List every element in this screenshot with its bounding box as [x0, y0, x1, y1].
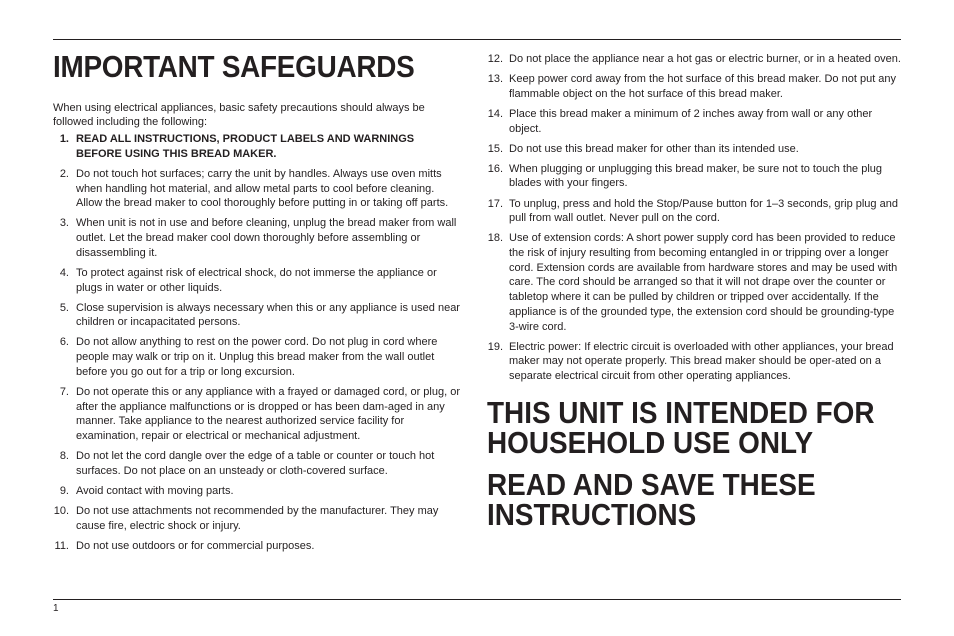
list-item-text: Do not allow anything to rest on the power cord. Do not plug in cord where people may walk or trip on it. Unplug this bread maker from the wall outlet before you go out for a trip or long excursion. — [76, 336, 438, 378]
save-heading-line1: READ AND SAVE THESE — [487, 466, 816, 502]
list-item: 2. Do not touch hot surfaces; carry the unit by handles. Always use oven mitts when handling hot material, and allow metal parts to cool before cleaning. Allow the bread maker to cool thoroughly before putting in or taking off parts. — [59, 167, 449, 210]
list-item-text: Place this bread maker a minimum of 2 inches away from wall or any other object. — [509, 107, 873, 135]
list-item-text: Do not use outdoors or for commercial purposes. — [76, 539, 315, 552]
list-item-text: Close supervision is always necessary when this or any appliance is used near children or incapacitated persons. — [76, 301, 460, 329]
list-item-text: Do not touch hot surfaces; carry the unit by handles. Always use oven mitts when handling hot material, and allow metal parts to cool before cleaning. Allow the bread maker to cool thoroughly before putting in or taking off parts. — [76, 167, 449, 210]
save-heading-line2: INSTRUCTIONS — [487, 496, 697, 532]
left-column — [53, 40, 463, 559]
list-item: 1. READ ALL INSTRUCTIONS, PRODUCT LABELS AND WARNINGS BEFORE USING THIS BREAD MAKER. — [59, 133, 415, 160]
list-item-text: Avoid contact with moving parts. — [76, 484, 234, 497]
list-item-text: READ ALL INSTRUCTIONS, PRODUCT LABELS AND WARNINGS BEFORE USING THIS BREAD MAKER. — [76, 133, 415, 160]
safeguards-list-right — [487, 52, 902, 384]
list-item-text: When plugging or unplugging this bread maker, be sure not to touch the plug blades with your fingers. — [509, 162, 883, 190]
safeguards-list-left — [53, 132, 463, 553]
list-item-text: To protect against risk of electrical shock, do not immerse the appliance or plugs in water or other liquids. — [76, 266, 437, 294]
list-item: 10. Do not use attachments not recommended by the manufacturer. They may cause fire, electric shock or injury. — [53, 504, 439, 532]
intro-paragraph: When using electrical appliances, basic safety precautions should always be followed including the following: — [53, 102, 425, 128]
list-item-text: Do not use attachments not recommended by the manufacturer. They may cause fire, electric shock or injury. — [76, 504, 439, 532]
list-item: 18. Use of extension cords: A short power supply cord has been provided to reduce the risk of injury resulting from becoming entangled in or tripping over a longer cord. Extension cords are available from hardware stores and may be used with care. The cord should be arranged so that it will not drape over the counter or tabletop where it can be pulled by children or tripped over accidentally. If the appliance is of the grounded type, the extension cord should be grounding-type 3-wire cord. — [487, 232, 898, 333]
list-item-text: Keep power cord away from the hot surface of this bread maker. Do not put any flammable object on the hot surface of this bread maker. — [509, 73, 897, 100]
list-item: 9. Avoid contact with moving parts. — [59, 484, 234, 497]
list-item-text: Do not place the appliance near a hot gas or electric burner, or in a heated oven. — [509, 53, 901, 65]
list-item-text: Do not use this bread maker for other than its intended use. — [509, 142, 799, 155]
list-item-text: Use of extension cords: A short power supply cord has been provided to reduce the risk of injury resulting from becoming entangled in or tripping over a longer cord. Extension cords are available from hardware stores and may be used with care. The cord should be arranged so that it will not drape over the counter or tabletop where it can be pulled by children or tripped over accidentally. If the appliance is of the grounded type, the extension cord should be grounding-type 3-wire cord. — [509, 232, 898, 333]
list-item: 7. Do not operate this or any appliance with a frayed or damaged cord, or plug, or after the appliance malfunctions or is dropped or has been dam-aged in any manner. Take appliance to the nearest authorized service facility for examination, repair or electrical or mechanical adjustment. — [59, 385, 461, 442]
list-item: 3. When unit is not in use and before cleaning, unplug the bread maker from wall outlet. Let the bread maker cool down thoroughly before assembling or disassembling it. — [59, 217, 457, 259]
list-item: 5. Close supervision is always necessary when this or any appliance is used near children or incapacitated persons. — [59, 301, 460, 329]
list-item: 17. To unplug, press and hold the Stop/Pause button for 1–3 seconds, grip plug and pull from wall outlet. Never pull on the cord. — [487, 197, 898, 225]
household-heading-line1: THIS UNIT IS INTENDED FOR — [487, 394, 875, 430]
bottom-rule — [53, 599, 901, 600]
right-column — [487, 40, 902, 530]
list-item: 4. To protect against risk of electrical shock, do not immerse the appliance or plugs in water or other liquids. — [59, 266, 437, 294]
list-item: 19. Electric power: If electric circuit is overloaded with other appliances, your bread maker may not operate properly. This bread maker should be oper-ated on a separate electrical circuit from other operating appliances. — [487, 340, 894, 383]
list-item: 11. Do not use outdoors or for commercial purposes. — [54, 539, 315, 552]
list-item: 14. Place this bread maker a minimum of 2 inches away from wall or any other object. — [487, 107, 873, 135]
list-item: 12. Do not place the appliance near a hot gas or electric burner, or in a heated oven. — [487, 53, 901, 65]
list-item-text: Do not let the cord dangle over the edge of a table or counter or touch hot surfaces. Do not place on an unsteady or cloth-covered surface. — [76, 450, 435, 477]
list-item-text: Do not operate this or any appliance with a frayed or damaged cord, or plug, or after the appliance malfunctions or is dropped or has been dam-aged in any manner. Take appliance to the nearest authorized service facility for examination, repair or electrical or mechanical adjustment. — [76, 385, 461, 442]
list-item: 16. When plugging or unplugging this bread maker, be sure not to touch the plug blades with your fingers. — [487, 162, 883, 190]
household-use-heading — [487, 394, 875, 460]
list-item-text: To unplug, press and hold the Stop/Pause button for 1–3 seconds, grip plug and pull from wall outlet. Never pull on the cord. — [509, 197, 898, 225]
list-item: 8. Do not let the cord dangle over the edge of a table or counter or touch hot surfaces. Do not place on an unsteady or cloth-covered surface. — [59, 450, 435, 477]
page-title: IMPORTANT SAFEGUARDS — [53, 49, 415, 84]
list-item-text: Electric power: If electric circuit is overloaded with other appliances, your bread maker may not operate properly. This bread maker should be oper-ated on a separate electrical circuit from other operating appliances. — [509, 340, 894, 383]
save-instructions-heading — [487, 466, 861, 532]
household-heading-line2: HOUSEHOLD USE ONLY — [487, 424, 814, 460]
list-item-text: When unit is not in use and before cleaning, unplug the bread maker from wall outlet. Let the bread maker cool down thoroughly before assembling or disassembling it. — [76, 217, 457, 259]
list-item: 15. Do not use this bread maker for other than its intended use. — [487, 142, 799, 155]
list-item: 6. Do not allow anything to rest on the power cord. Do not plug in cord where people may walk or trip on it. Unplug this bread maker from the wall outlet before you go out for a trip or long excursion. — [59, 336, 438, 378]
list-item: 13. Keep power cord away from the hot surface of this bread maker. Do not put any flammable object on the hot surface of this bread maker. — [487, 73, 897, 100]
page-number: 1 — [53, 603, 59, 614]
